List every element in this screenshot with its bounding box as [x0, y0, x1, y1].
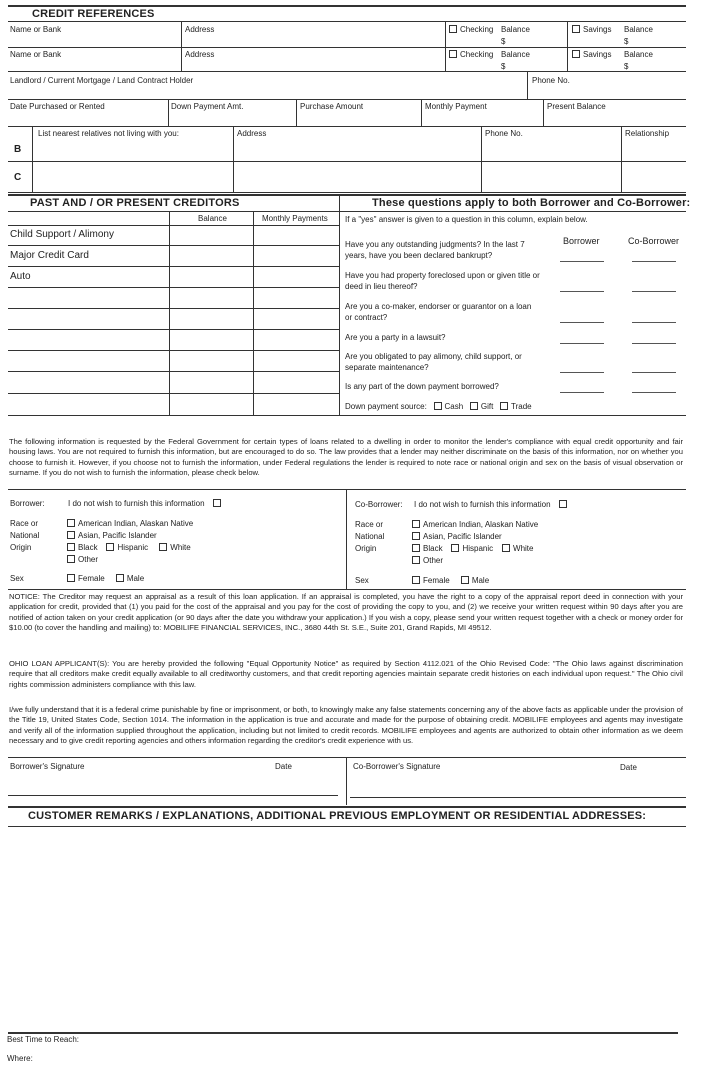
rule [8, 192, 686, 193]
question: Are you obligated to pay alimony, child support, or separate maintenance? [345, 352, 522, 372]
race-l3: Origin [355, 544, 377, 553]
female-checkbox[interactable] [412, 576, 420, 584]
checkbox-icon [572, 50, 580, 58]
race-label [355, 519, 384, 555]
creditor-item: Major Credit Card [10, 250, 89, 261]
divider [421, 99, 422, 126]
race-l2: National [10, 531, 40, 540]
best-time-label: Best Time to Reach: [7, 1035, 80, 1044]
hispanic-label: Hispanic [117, 543, 149, 552]
top-rule [8, 5, 686, 7]
female-checkbox[interactable] [67, 574, 75, 582]
creditors-monthly-label: Monthly Payments [262, 214, 328, 223]
rule [8, 371, 339, 372]
american-indian-label: American Indian, Alaskan Native [78, 519, 194, 528]
coborrower-answer-line[interactable] [632, 372, 676, 373]
credit-references-title: CREDIT REFERENCES [32, 8, 155, 20]
rule [8, 21, 686, 22]
rule [8, 245, 339, 246]
divider [253, 211, 254, 416]
race-options [412, 519, 538, 567]
rule [8, 1032, 678, 1034]
checkbox-icon[interactable] [412, 532, 420, 540]
rule [8, 329, 339, 330]
rule [8, 393, 339, 394]
race-l2: National [355, 532, 385, 541]
coborrower-no-furnish[interactable] [414, 500, 570, 509]
dollar-sign: $ [624, 37, 629, 46]
sex-options [67, 574, 144, 583]
rule [8, 826, 686, 827]
black-label: Black [78, 543, 98, 552]
black-label: Black [423, 544, 443, 553]
question: Have you any outstanding judgments? In the last 7 years, have you been declared bankrupt? [345, 240, 525, 260]
rule [8, 194, 686, 196]
row-c-label: C [14, 172, 22, 183]
divider [169, 211, 170, 416]
divider [481, 126, 482, 192]
questions-intro: If a "yes" answer is given to a question in this column, explain below. [345, 215, 588, 224]
down-payment-source [345, 402, 532, 411]
coborrower-label: Co-Borrower: [355, 500, 403, 509]
understand-paragraph: I/we fully understand that it is a federal crime punishable by fine or imprisonment, or both, to knowingly make any false statements concerning any of the above facts as applicable under the provision of the Title 19, United States Code, Section 1014. The information in the application is true and accurate and made for the purpose of obtaining credit. MOBILIFE employees and agents may investigate and verify all of the information supplied throughout the application, including but not limited to credit records. MOBILIFE employees and agents are authorized to obtain other information as we deem necessary and to give credit reporting agencies and others information regarding the creditor's credit experience with us. [9, 705, 683, 746]
govt-paragraph: The following information is requested by the Federal Government for certain types of loans related to a dwelling in order to monitor the lender's compliance with equal credit opportunity and fair housing laws. You are not required to furnish this information, but are encouraged to do so. The law provides that a lender may neither discriminate on the basis of this information, nor on whether you choose to furnish it. However, if you choose not to furnish the information, under Federal regulations the lender is required to note race or national origin and sex on the basis of visual observation or surname. If you do not wish to furnish the information, please check below. [9, 437, 683, 478]
question: Are you a party in a lawsuit? [345, 333, 446, 342]
question: Is any part of the down payment borrowed? [345, 382, 499, 391]
date-label: Date [620, 763, 637, 772]
divider [527, 71, 528, 99]
cash-label: Cash [444, 402, 464, 411]
down-payment-label: Down Payment Amt. [171, 102, 244, 111]
question: Have you had property foreclosed upon or given title or deed in lieu thereof? [345, 271, 540, 291]
checkbox-icon[interactable] [502, 544, 510, 552]
name-or-bank-label: Name or Bank [10, 25, 62, 34]
rule [8, 415, 686, 416]
other-label: Other [423, 556, 444, 565]
rule [8, 287, 339, 288]
coborrower-answer-line[interactable] [632, 322, 676, 323]
sex-options [412, 576, 489, 585]
no-furnish-checkbox[interactable] [559, 500, 567, 508]
male-label: Male [126, 574, 145, 583]
dollar-sign: $ [624, 62, 629, 71]
landlord-label: Landlord / Current Mortgage / Land Contract Holder [10, 76, 194, 85]
checkbox-icon[interactable] [412, 556, 420, 564]
creditor-item: Child Support / Alimony [10, 229, 114, 240]
borrower-answer-line[interactable] [560, 392, 604, 393]
rule [8, 161, 686, 162]
male-checkbox[interactable] [116, 574, 124, 582]
purchase-amount-label: Purchase Amount [300, 102, 364, 111]
gift-label: Gift [480, 402, 494, 411]
borrower-answer-line[interactable] [560, 322, 604, 323]
remarks-title: CUSTOMER REMARKS / EXPLANATIONS, ADDITIONAL PREVIOUS EMPLOYMENT OR RESIDENTIAL ADDRESSES: [28, 810, 647, 822]
balance-label: Balance [624, 25, 653, 34]
savings-label: Savings [583, 25, 612, 34]
rule [8, 47, 686, 48]
rule [8, 99, 686, 100]
relatives-phone-label: Phone No. [485, 129, 523, 138]
relatives-address-label: Address [237, 129, 267, 138]
creditors-title: PAST AND / OR PRESENT CREDITORS [30, 197, 240, 209]
borrower-no-furnish[interactable] [68, 499, 224, 508]
borrower-label: Borrower: [10, 499, 45, 508]
male-checkbox[interactable] [461, 576, 469, 584]
coborrower-answer-line[interactable] [632, 291, 676, 292]
present-balance-label: Present Balance [547, 102, 606, 111]
balance-label: Balance [501, 50, 530, 59]
ohio-paragraph: OHIO LOAN APPLICANT(S): You are hereby provided the following "Equal Opportunity Notice" as required by Section 4112.021 of the Ohio Revised Code: "The Ohio laws against discrimination require that all creditors make credit equally available to all creditworthy customers, and that credit reporting agencies maintain separate credit histories on each individual upon request." The Ohio civil rights commission administers compliance with this law. [9, 659, 683, 689]
dollar-sign: $ [501, 62, 506, 71]
date-purchased-label: Date Purchased or Rented [10, 102, 105, 111]
date-label: Date [275, 762, 292, 771]
checkbox-icon[interactable] [106, 543, 114, 551]
checkbox-icon[interactable] [67, 519, 75, 527]
white-label: White [513, 544, 534, 553]
gift-checkbox[interactable] [470, 402, 478, 410]
female-label: Female [423, 576, 450, 585]
creditor-item: Auto [10, 271, 31, 282]
white-label: White [170, 543, 191, 552]
checking-checkbox[interactable] [449, 50, 493, 59]
divider [543, 99, 544, 126]
coborrower-signature-line[interactable] [350, 797, 686, 798]
borrower-answer-line[interactable] [560, 261, 604, 262]
divider [32, 126, 33, 192]
female-label: Female [78, 574, 105, 583]
asian-label: Asian, Pacific Islander [423, 532, 502, 541]
sex-label: Sex [355, 576, 369, 585]
no-furnish-checkbox[interactable] [213, 499, 221, 507]
rule [8, 211, 686, 212]
coborrower-column-label: Co-Borrower [628, 236, 680, 246]
checking-checkbox[interactable] [449, 25, 493, 34]
checking-label: Checking [460, 25, 494, 34]
rule [8, 589, 686, 590]
coborrower-answer-line[interactable] [632, 343, 676, 344]
coborrower-answer-line[interactable] [632, 392, 676, 393]
checkbox-icon[interactable] [67, 543, 75, 551]
question: Are you a co-maker, endorser or guarantor on a loan or contract? [345, 302, 532, 322]
divider [233, 126, 234, 192]
savings-checkbox[interactable] [572, 25, 611, 34]
checkbox-icon[interactable] [159, 543, 167, 551]
dollar-sign: $ [501, 37, 506, 46]
divider [346, 757, 347, 805]
trade-checkbox[interactable] [500, 402, 508, 410]
other-label: Other [78, 555, 99, 564]
race-l1: Race or [10, 519, 39, 528]
checkbox-icon[interactable] [67, 531, 75, 539]
coborrower-answer-line[interactable] [632, 261, 676, 262]
phone-label: Phone No. [532, 76, 570, 85]
no-furnish-label: I do not wish to furnish this information [414, 500, 551, 509]
divider [168, 99, 169, 126]
checkbox-icon [572, 25, 580, 33]
borrower-answer-line[interactable] [560, 372, 604, 373]
relatives-label: List nearest relatives not living with you: [38, 129, 179, 138]
coborrower-signature-label: Co-Borrower's Signature [353, 762, 441, 771]
sex-label: Sex [10, 574, 24, 583]
race-l1: Race or [355, 520, 384, 529]
rule [8, 71, 686, 72]
race-l3: Origin [10, 543, 32, 552]
rule [8, 126, 686, 127]
asian-label: Asian, Pacific Islander [78, 531, 157, 540]
relationship-label: Relationship [625, 129, 670, 138]
down-source-label: Down payment source: [345, 402, 427, 411]
balance-label: Balance [624, 50, 653, 59]
hispanic-label: Hispanic [462, 544, 494, 553]
balance-label: Balance [501, 25, 530, 34]
borrower-signature-label: Borrower's Signature [10, 762, 85, 771]
rule [8, 350, 339, 351]
savings-checkbox[interactable] [572, 50, 611, 59]
where-label: Where: [7, 1054, 33, 1063]
borrower-signature-line[interactable] [8, 795, 338, 796]
checkbox-icon[interactable] [412, 544, 420, 552]
checkbox-icon [449, 25, 457, 33]
divider [339, 194, 340, 416]
checkbox-icon[interactable] [412, 520, 420, 528]
rule [8, 757, 686, 758]
trade-label: Trade [510, 402, 532, 411]
notice-paragraph: NOTICE: The Creditor may request an appraisal as a result of this loan application. If an appraisal is completed, you have the right to a copy of the appraisal report deed in connection with your application for credit, provided that (1) you paid for the cost of the appraisal and you pay for the cost of providing the copy to you, and (2) we receive your written request within 90 days after you are notified of action taken on your credit application (or 90 days after the date you withdraw your application.) If you wish a copy, please send your written request together with a check or money order for $10.00 (to cover the handling and mailing) to: MOBILIFE FINANCIAL SERVICES, INC., 3680 44th St. S.E., Suite 201, Grand Rapids, MI 49512. [9, 592, 683, 633]
questions-title: These questions apply to both Borrower and Co-Borrower: [372, 197, 691, 209]
monthly-payment-label: Monthly Payment [425, 102, 487, 111]
divider [567, 21, 568, 71]
cash-checkbox[interactable] [434, 402, 442, 410]
divider [346, 489, 347, 589]
rule [8, 225, 339, 226]
savings-label: Savings [583, 50, 612, 59]
checking-label: Checking [460, 50, 494, 59]
row-b-label: B [14, 144, 22, 155]
rule [8, 266, 339, 267]
race-options [67, 518, 193, 566]
american-indian-label: American Indian, Alaskan Native [423, 520, 539, 529]
divider [181, 21, 182, 71]
borrower-column-label: Borrower [563, 236, 600, 246]
rule [8, 806, 686, 808]
no-furnish-label: I do not wish to furnish this information [68, 499, 205, 508]
creditors-balance-label: Balance [198, 214, 227, 223]
checkbox-icon[interactable] [67, 555, 75, 563]
divider [445, 21, 446, 71]
checkbox-icon [449, 50, 457, 58]
divider [621, 126, 622, 192]
address-label: Address [185, 25, 215, 34]
address-label: Address [185, 50, 215, 59]
name-or-bank-label: Name or Bank [10, 50, 62, 59]
borrower-answer-line[interactable] [560, 291, 604, 292]
rule [8, 308, 339, 309]
rule [8, 489, 686, 490]
checkbox-icon[interactable] [451, 544, 459, 552]
borrower-answer-line[interactable] [560, 343, 604, 344]
remarks-area[interactable] [8, 828, 686, 1024]
male-label: Male [471, 576, 490, 585]
divider [296, 99, 297, 126]
race-label [10, 518, 39, 554]
